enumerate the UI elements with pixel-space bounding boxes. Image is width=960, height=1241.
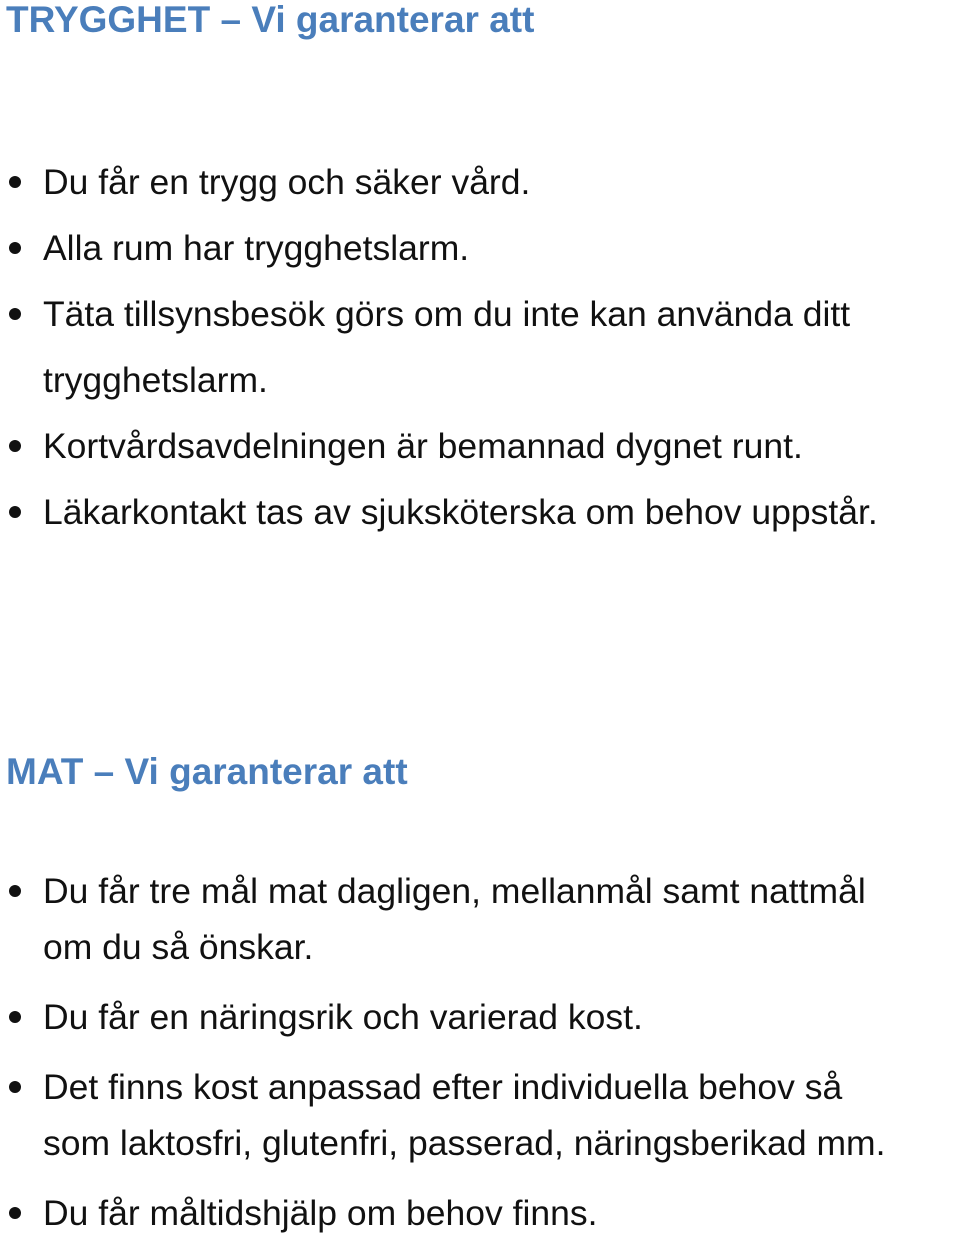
list-item-text: Läkarkontakt tas av sjuksköterska om behov uppstår. (43, 492, 878, 532)
list-item-text: Du får tre mål mat dagligen, mellanmål samt nattmål (43, 871, 866, 911)
list-item (0, 989, 885, 1045)
list-item-text: Du får en näringsrik och varierad kost. (43, 997, 643, 1037)
list-item (0, 479, 878, 545)
list-item (0, 863, 885, 975)
bullet-icon (9, 1207, 21, 1219)
bullet-icon (9, 440, 21, 452)
bullet-icon (9, 885, 21, 897)
list-item-text: Det finns kost anpassad efter individuella behov så (43, 1067, 843, 1107)
list-item-text: Kortvårdsavdelningen är bemannad dygnet runt. (43, 426, 803, 466)
list-item (0, 413, 878, 479)
section-heading-trygghet: TRYGGHET – Vi garanterar att (6, 0, 535, 40)
list-item-text: om du så önskar. (43, 927, 314, 967)
list-item-text: som laktosfri, glutenfri, passerad, näringsberikad mm. (43, 1123, 886, 1163)
list-item-text: Alla rum har trygghetslarm. (43, 228, 470, 268)
bullet-list-mat (0, 863, 885, 1241)
bullet-icon (9, 308, 21, 320)
list-item (0, 149, 878, 215)
list-item-text: Du får en trygg och säker vård. (43, 162, 531, 202)
list-item-text: Du får måltidshjälp om behov finns. (43, 1193, 598, 1233)
list-item (0, 215, 878, 281)
list-item-text: Täta tillsynsbesök görs om du inte kan använda ditt (43, 294, 851, 334)
bullet-icon (9, 506, 21, 518)
list-item (0, 281, 878, 413)
list-item (0, 1185, 885, 1241)
bullet-list-trygghet (0, 149, 878, 545)
list-item (0, 1059, 885, 1171)
list-item-text: trygghetslarm. (43, 360, 268, 400)
bullet-icon (9, 242, 21, 254)
bullet-icon (9, 1081, 21, 1093)
bullet-icon (9, 1011, 21, 1023)
section-heading-mat: MAT – Vi garanterar att (6, 751, 408, 792)
bullet-icon (9, 176, 21, 188)
